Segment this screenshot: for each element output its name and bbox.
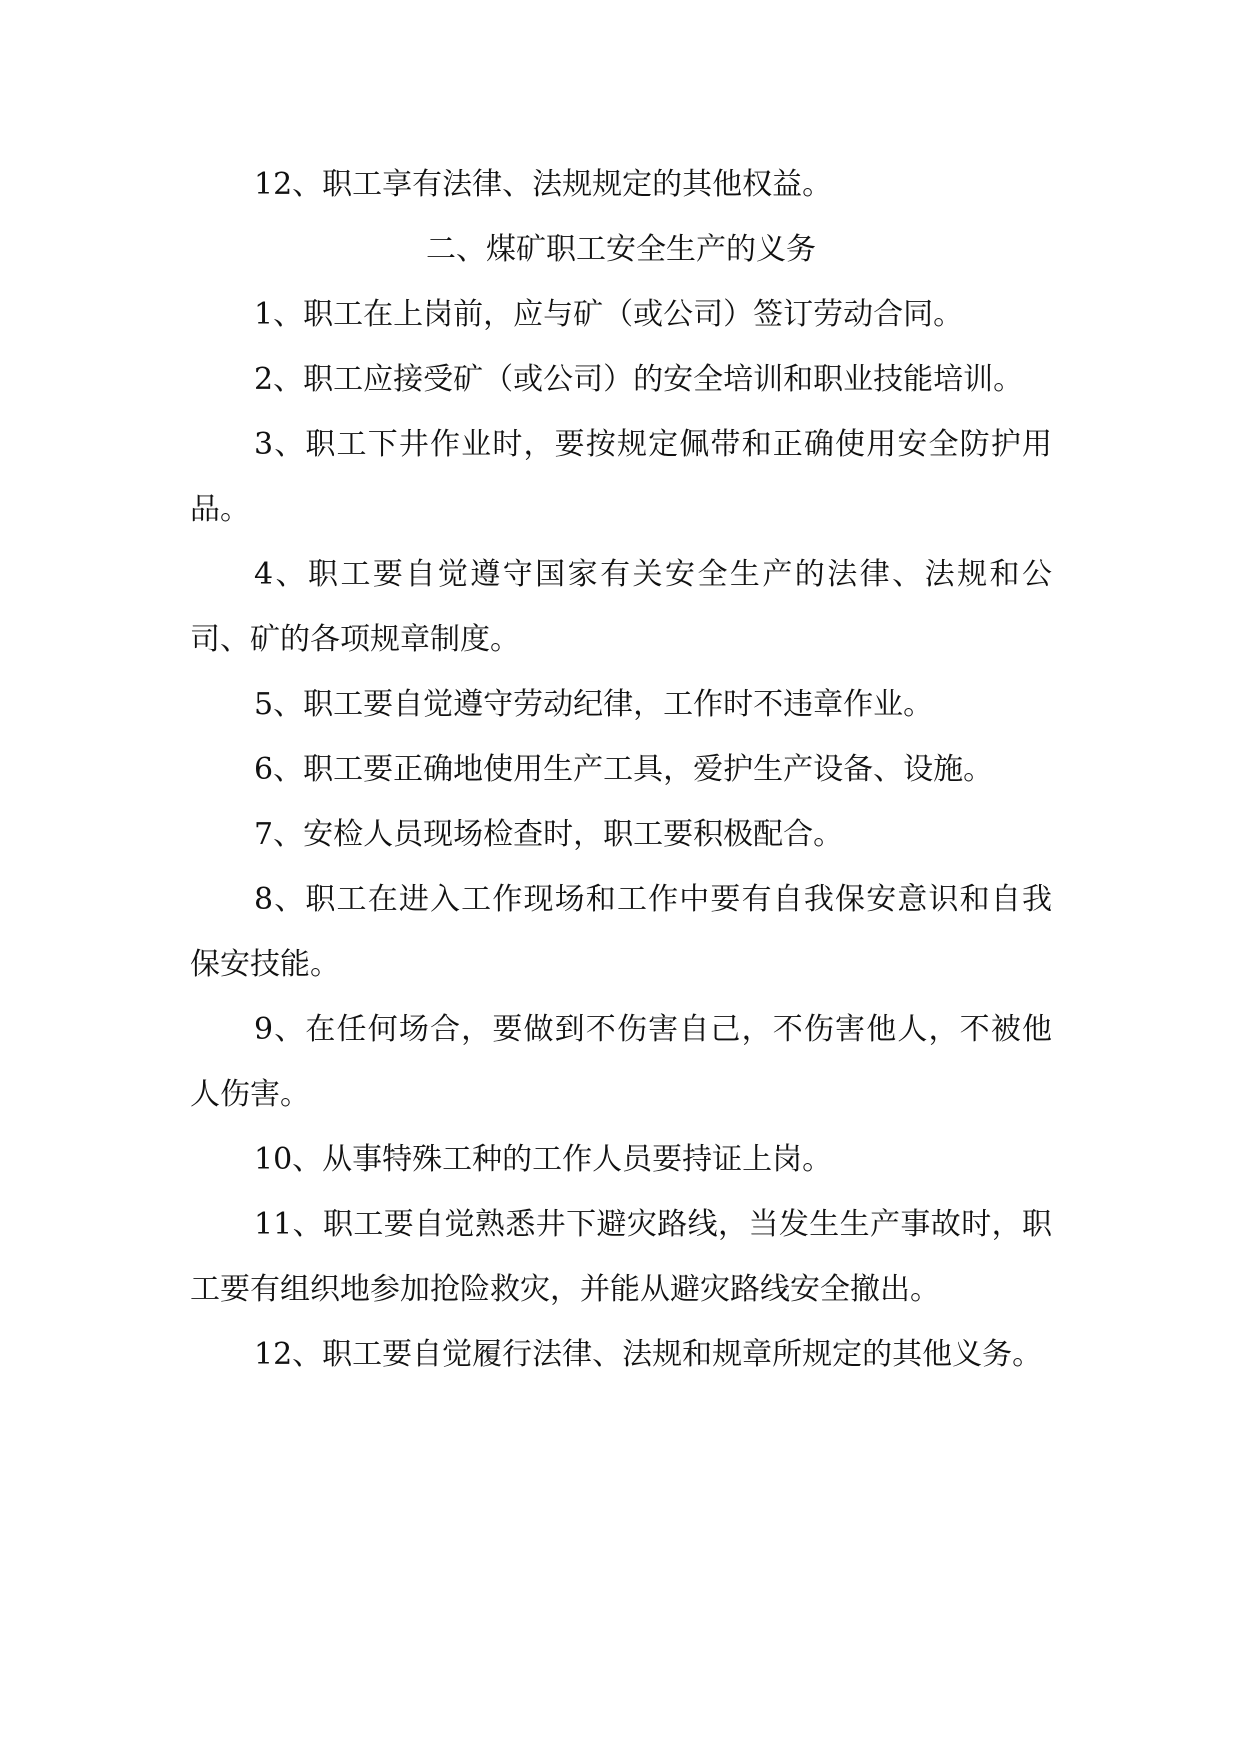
duty-item-6: 6、职工要正确地使用生产工具，爱护生产设备、设施。 — [254, 752, 994, 787]
duty-item-12: 12、职工要自觉履行法律、法规和规章所规定的其他义务。 — [254, 1337, 1043, 1372]
duty-item-2: 2、职工应接受矿（或公司）的安全培训和职业技能培训。 — [254, 362, 1024, 397]
duty-item-8: 8、职工在进入工作现场和工作中要有自我保安意识和自我保安技能。 — [190, 882, 1052, 982]
section-heading: 二、煤矿职工安全生产的义务 — [426, 232, 816, 267]
lead-paragraph: 12、职工享有法律、法规规定的其他权益。 — [254, 167, 833, 202]
document-body — [190, 152, 1052, 1387]
duty-item-10: 10、从事特殊工种的工作人员要持证上岗。 — [254, 1142, 833, 1177]
duty-item-11: 11、职工要自觉熟悉井下避灾路线，当发生生产事故时，职工要有组织地参加抢险救灾，并能从避灾路线安全撤出。 — [190, 1207, 1052, 1307]
duty-item-4: 4、职工要自觉遵守国家有关安全生产的法律、法规和公司、矿的各项规章制度。 — [190, 557, 1052, 657]
duty-item-7: 7、安检人员现场检查时，职工要积极配合。 — [254, 817, 844, 852]
duty-item-9: 9、在任何场合，要做到不伤害自己，不伤害他人，不被他人伤害。 — [190, 1012, 1052, 1112]
duty-item-3: 3、职工下井作业时，要按规定佩带和正确使用安全防护用品。 — [190, 427, 1052, 527]
duty-item-1: 1、职工在上岗前，应与矿（或公司）签订劳动合同。 — [254, 297, 964, 332]
duty-item-5: 5、职工要自觉遵守劳动纪律，工作时不违章作业。 — [254, 687, 934, 722]
